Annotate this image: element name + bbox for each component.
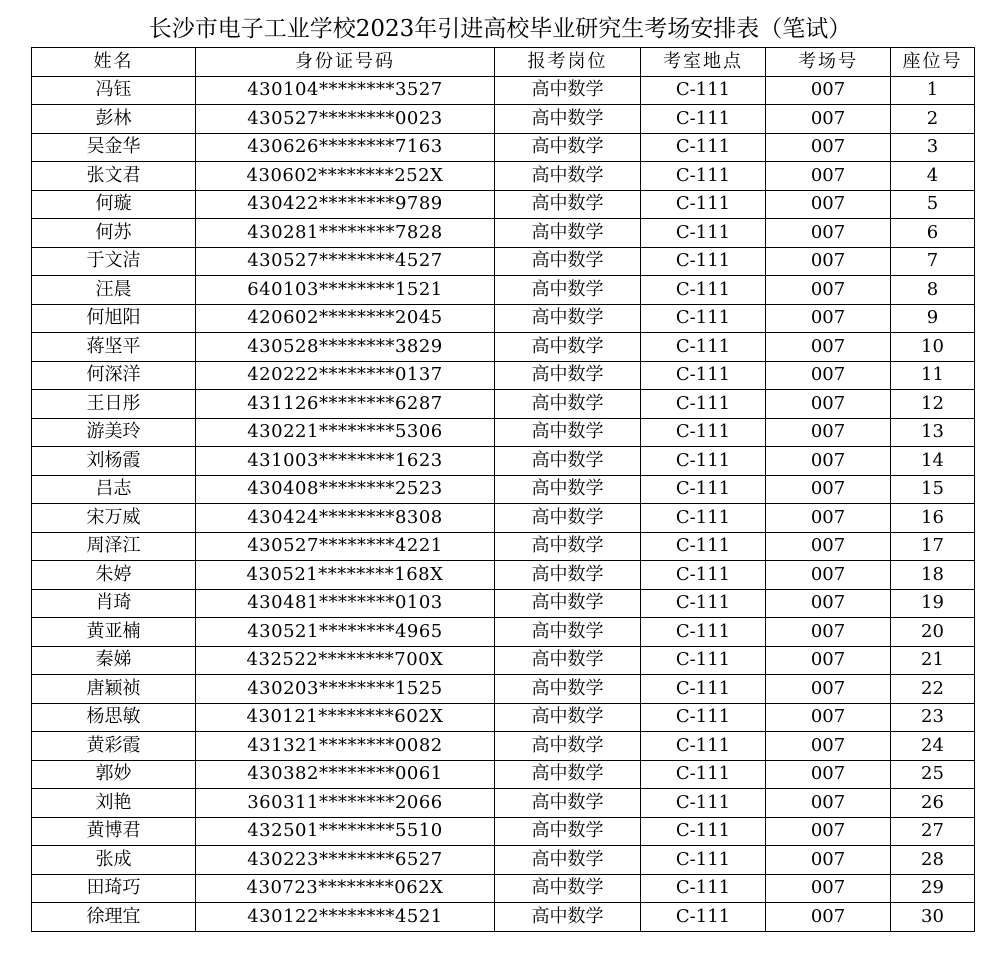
cell-room: C-111	[641, 561, 766, 590]
column-header-room: 考室地点	[641, 48, 766, 77]
cell-hall: 007	[766, 732, 891, 761]
cell-post: 高中数学	[495, 105, 641, 134]
cell-seat: 10	[891, 333, 975, 362]
cell-room: C-111	[641, 418, 766, 447]
cell-name: 于文洁	[32, 247, 196, 276]
cell-seat: 8	[891, 276, 975, 305]
table-row	[32, 789, 975, 818]
cell-seat: 5	[891, 190, 975, 219]
cell-name: 黄亚楠	[32, 618, 196, 647]
cell-id-number: 431003********1623	[196, 447, 495, 476]
cell-seat: 9	[891, 304, 975, 333]
table-row	[32, 333, 975, 362]
cell-room: C-111	[641, 105, 766, 134]
cell-room: C-111	[641, 76, 766, 105]
cell-hall: 007	[766, 333, 891, 362]
cell-hall: 007	[766, 247, 891, 276]
cell-name: 游美玲	[32, 418, 196, 447]
cell-post: 高中数学	[495, 447, 641, 476]
cell-room: C-111	[641, 817, 766, 846]
cell-post: 高中数学	[495, 276, 641, 305]
table-row	[32, 532, 975, 561]
cell-room: C-111	[641, 589, 766, 618]
cell-seat: 15	[891, 475, 975, 504]
cell-hall: 007	[766, 447, 891, 476]
cell-name: 刘艳	[32, 789, 196, 818]
cell-room: C-111	[641, 703, 766, 732]
cell-id-number: 430281********7828	[196, 219, 495, 248]
cell-room: C-111	[641, 304, 766, 333]
cell-post: 高中数学	[495, 874, 641, 903]
cell-post: 高中数学	[495, 390, 641, 419]
cell-post: 高中数学	[495, 846, 641, 875]
cell-room: C-111	[641, 133, 766, 162]
cell-room: C-111	[641, 760, 766, 789]
cell-name: 王日彤	[32, 390, 196, 419]
cell-post: 高中数学	[495, 532, 641, 561]
column-header-id-number: 身份证号码	[196, 48, 495, 77]
cell-id-number: 430122********4521	[196, 903, 495, 932]
cell-id-number: 430424********8308	[196, 504, 495, 533]
schedule-table	[31, 47, 975, 932]
cell-name: 吕志	[32, 475, 196, 504]
column-header-seat: 座位号	[891, 48, 975, 77]
cell-id-number: 640103********1521	[196, 276, 495, 305]
cell-name: 汪晨	[32, 276, 196, 305]
cell-room: C-111	[641, 390, 766, 419]
cell-seat: 7	[891, 247, 975, 276]
cell-seat: 21	[891, 646, 975, 675]
cell-hall: 007	[766, 561, 891, 590]
cell-post: 高中数学	[495, 675, 641, 704]
cell-hall: 007	[766, 361, 891, 390]
table-row	[32, 846, 975, 875]
cell-post: 高中数学	[495, 817, 641, 846]
cell-name: 何深洋	[32, 361, 196, 390]
cell-room: C-111	[641, 675, 766, 704]
cell-hall: 007	[766, 190, 891, 219]
cell-seat: 16	[891, 504, 975, 533]
table-row	[32, 418, 975, 447]
cell-id-number: 430602********252X	[196, 162, 495, 191]
cell-hall: 007	[766, 760, 891, 789]
table-row	[32, 817, 975, 846]
cell-seat: 13	[891, 418, 975, 447]
cell-post: 高中数学	[495, 418, 641, 447]
cell-id-number: 430521********168X	[196, 561, 495, 590]
cell-name: 田琦巧	[32, 874, 196, 903]
table-row	[32, 504, 975, 533]
cell-id-number: 430528********3829	[196, 333, 495, 362]
cell-name: 彭林	[32, 105, 196, 134]
cell-id-number: 430121********602X	[196, 703, 495, 732]
cell-seat: 11	[891, 361, 975, 390]
cell-name: 黄彩霞	[32, 732, 196, 761]
cell-hall: 007	[766, 105, 891, 134]
cell-room: C-111	[641, 874, 766, 903]
table-row	[32, 219, 975, 248]
table-row	[32, 276, 975, 305]
cell-id-number: 430723********062X	[196, 874, 495, 903]
cell-seat: 20	[891, 618, 975, 647]
cell-seat: 12	[891, 390, 975, 419]
cell-room: C-111	[641, 333, 766, 362]
cell-room: C-111	[641, 247, 766, 276]
cell-hall: 007	[766, 675, 891, 704]
cell-post: 高中数学	[495, 361, 641, 390]
cell-id-number: 430223********6527	[196, 846, 495, 875]
table-row	[32, 447, 975, 476]
cell-seat: 23	[891, 703, 975, 732]
cell-id-number: 430408********2523	[196, 475, 495, 504]
cell-name: 吴金华	[32, 133, 196, 162]
table-row	[32, 760, 975, 789]
table-row	[32, 133, 975, 162]
cell-room: C-111	[641, 789, 766, 818]
cell-seat: 4	[891, 162, 975, 191]
cell-room: C-111	[641, 276, 766, 305]
cell-hall: 007	[766, 846, 891, 875]
cell-id-number: 430527********0023	[196, 105, 495, 134]
cell-post: 高中数学	[495, 76, 641, 105]
table-row	[32, 732, 975, 761]
cell-hall: 007	[766, 504, 891, 533]
cell-room: C-111	[641, 903, 766, 932]
cell-post: 高中数学	[495, 561, 641, 590]
cell-id-number: 432522********700X	[196, 646, 495, 675]
cell-name: 何苏	[32, 219, 196, 248]
table-row	[32, 561, 975, 590]
cell-hall: 007	[766, 874, 891, 903]
cell-post: 高中数学	[495, 162, 641, 191]
cell-hall: 007	[766, 532, 891, 561]
cell-name: 刘杨霞	[32, 447, 196, 476]
cell-id-number: 430626********7163	[196, 133, 495, 162]
cell-post: 高中数学	[495, 475, 641, 504]
table-row	[32, 162, 975, 191]
cell-seat: 18	[891, 561, 975, 590]
cell-id-number: 430104********3527	[196, 76, 495, 105]
table-row	[32, 247, 975, 276]
table-row	[32, 190, 975, 219]
cell-name: 张文君	[32, 162, 196, 191]
cell-post: 高中数学	[495, 133, 641, 162]
cell-room: C-111	[641, 361, 766, 390]
cell-post: 高中数学	[495, 789, 641, 818]
table-row	[32, 874, 975, 903]
cell-hall: 007	[766, 76, 891, 105]
table-row	[32, 675, 975, 704]
table-row	[32, 589, 975, 618]
cell-hall: 007	[766, 646, 891, 675]
cell-seat: 27	[891, 817, 975, 846]
cell-room: C-111	[641, 190, 766, 219]
table-header-row	[32, 48, 975, 77]
column-header-post: 报考岗位	[495, 48, 641, 77]
table-row	[32, 361, 975, 390]
cell-room: C-111	[641, 646, 766, 675]
cell-post: 高中数学	[495, 304, 641, 333]
cell-id-number: 430527********4527	[196, 247, 495, 276]
cell-seat: 6	[891, 219, 975, 248]
table-row	[32, 76, 975, 105]
cell-post: 高中数学	[495, 703, 641, 732]
cell-seat: 25	[891, 760, 975, 789]
cell-name: 朱婷	[32, 561, 196, 590]
cell-id-number: 420602********2045	[196, 304, 495, 333]
cell-id-number: 360311********2066	[196, 789, 495, 818]
cell-name: 黄博君	[32, 817, 196, 846]
cell-seat: 22	[891, 675, 975, 704]
cell-post: 高中数学	[495, 190, 641, 219]
cell-id-number: 430481********0103	[196, 589, 495, 618]
cell-id-number: 430527********4221	[196, 532, 495, 561]
cell-hall: 007	[766, 390, 891, 419]
column-header-name: 姓名	[32, 48, 196, 77]
cell-post: 高中数学	[495, 903, 641, 932]
document-title: 长沙市电子工业学校2023年引进高校毕业研究生考场安排表（笔试）	[148, 16, 852, 42]
cell-post: 高中数学	[495, 618, 641, 647]
cell-seat: 17	[891, 532, 975, 561]
cell-seat: 2	[891, 105, 975, 134]
cell-id-number: 430422********9789	[196, 190, 495, 219]
cell-room: C-111	[641, 532, 766, 561]
cell-name: 肖琦	[32, 589, 196, 618]
cell-hall: 007	[766, 418, 891, 447]
cell-hall: 007	[766, 618, 891, 647]
cell-room: C-111	[641, 846, 766, 875]
cell-name: 秦娣	[32, 646, 196, 675]
cell-hall: 007	[766, 475, 891, 504]
cell-name: 郭妙	[32, 760, 196, 789]
cell-room: C-111	[641, 219, 766, 248]
cell-room: C-111	[641, 447, 766, 476]
cell-id-number: 430221********5306	[196, 418, 495, 447]
cell-post: 高中数学	[495, 504, 641, 533]
cell-hall: 007	[766, 817, 891, 846]
table-row	[32, 703, 975, 732]
cell-id-number: 431126********6287	[196, 390, 495, 419]
cell-room: C-111	[641, 504, 766, 533]
cell-name: 周泽江	[32, 532, 196, 561]
cell-name: 何旭阳	[32, 304, 196, 333]
cell-seat: 28	[891, 846, 975, 875]
cell-post: 高中数学	[495, 589, 641, 618]
cell-hall: 007	[766, 304, 891, 333]
cell-room: C-111	[641, 162, 766, 191]
cell-post: 高中数学	[495, 646, 641, 675]
cell-name: 杨思敏	[32, 703, 196, 732]
table-row	[32, 618, 975, 647]
table-row	[32, 304, 975, 333]
cell-name: 张成	[32, 846, 196, 875]
cell-hall: 007	[766, 276, 891, 305]
cell-post: 高中数学	[495, 333, 641, 362]
cell-id-number: 431321********0082	[196, 732, 495, 761]
cell-hall: 007	[766, 162, 891, 191]
cell-room: C-111	[641, 475, 766, 504]
cell-hall: 007	[766, 903, 891, 932]
cell-name: 冯钰	[32, 76, 196, 105]
cell-id-number: 430521********4965	[196, 618, 495, 647]
column-header-hall: 考场号	[766, 48, 891, 77]
cell-seat: 14	[891, 447, 975, 476]
cell-hall: 007	[766, 703, 891, 732]
cell-room: C-111	[641, 618, 766, 647]
cell-seat: 19	[891, 589, 975, 618]
cell-name: 何璇	[32, 190, 196, 219]
cell-post: 高中数学	[495, 219, 641, 248]
cell-seat: 3	[891, 133, 975, 162]
cell-post: 高中数学	[495, 247, 641, 276]
cell-id-number: 430203********1525	[196, 675, 495, 704]
table-row	[32, 903, 975, 932]
cell-seat: 1	[891, 76, 975, 105]
cell-hall: 007	[766, 789, 891, 818]
cell-name: 徐理宜	[32, 903, 196, 932]
cell-seat: 30	[891, 903, 975, 932]
table-row	[32, 390, 975, 419]
cell-hall: 007	[766, 589, 891, 618]
cell-seat: 29	[891, 874, 975, 903]
cell-id-number: 432501********5510	[196, 817, 495, 846]
cell-hall: 007	[766, 219, 891, 248]
cell-name: 宋万威	[32, 504, 196, 533]
cell-id-number: 420222********0137	[196, 361, 495, 390]
cell-room: C-111	[641, 732, 766, 761]
cell-seat: 24	[891, 732, 975, 761]
table-row	[32, 475, 975, 504]
table-row	[32, 646, 975, 675]
cell-id-number: 430382********0061	[196, 760, 495, 789]
cell-name: 蒋坚平	[32, 333, 196, 362]
cell-seat: 26	[891, 789, 975, 818]
cell-post: 高中数学	[495, 732, 641, 761]
table-row	[32, 105, 975, 134]
cell-name: 唐颖祯	[32, 675, 196, 704]
cell-hall: 007	[766, 133, 891, 162]
cell-post: 高中数学	[495, 760, 641, 789]
